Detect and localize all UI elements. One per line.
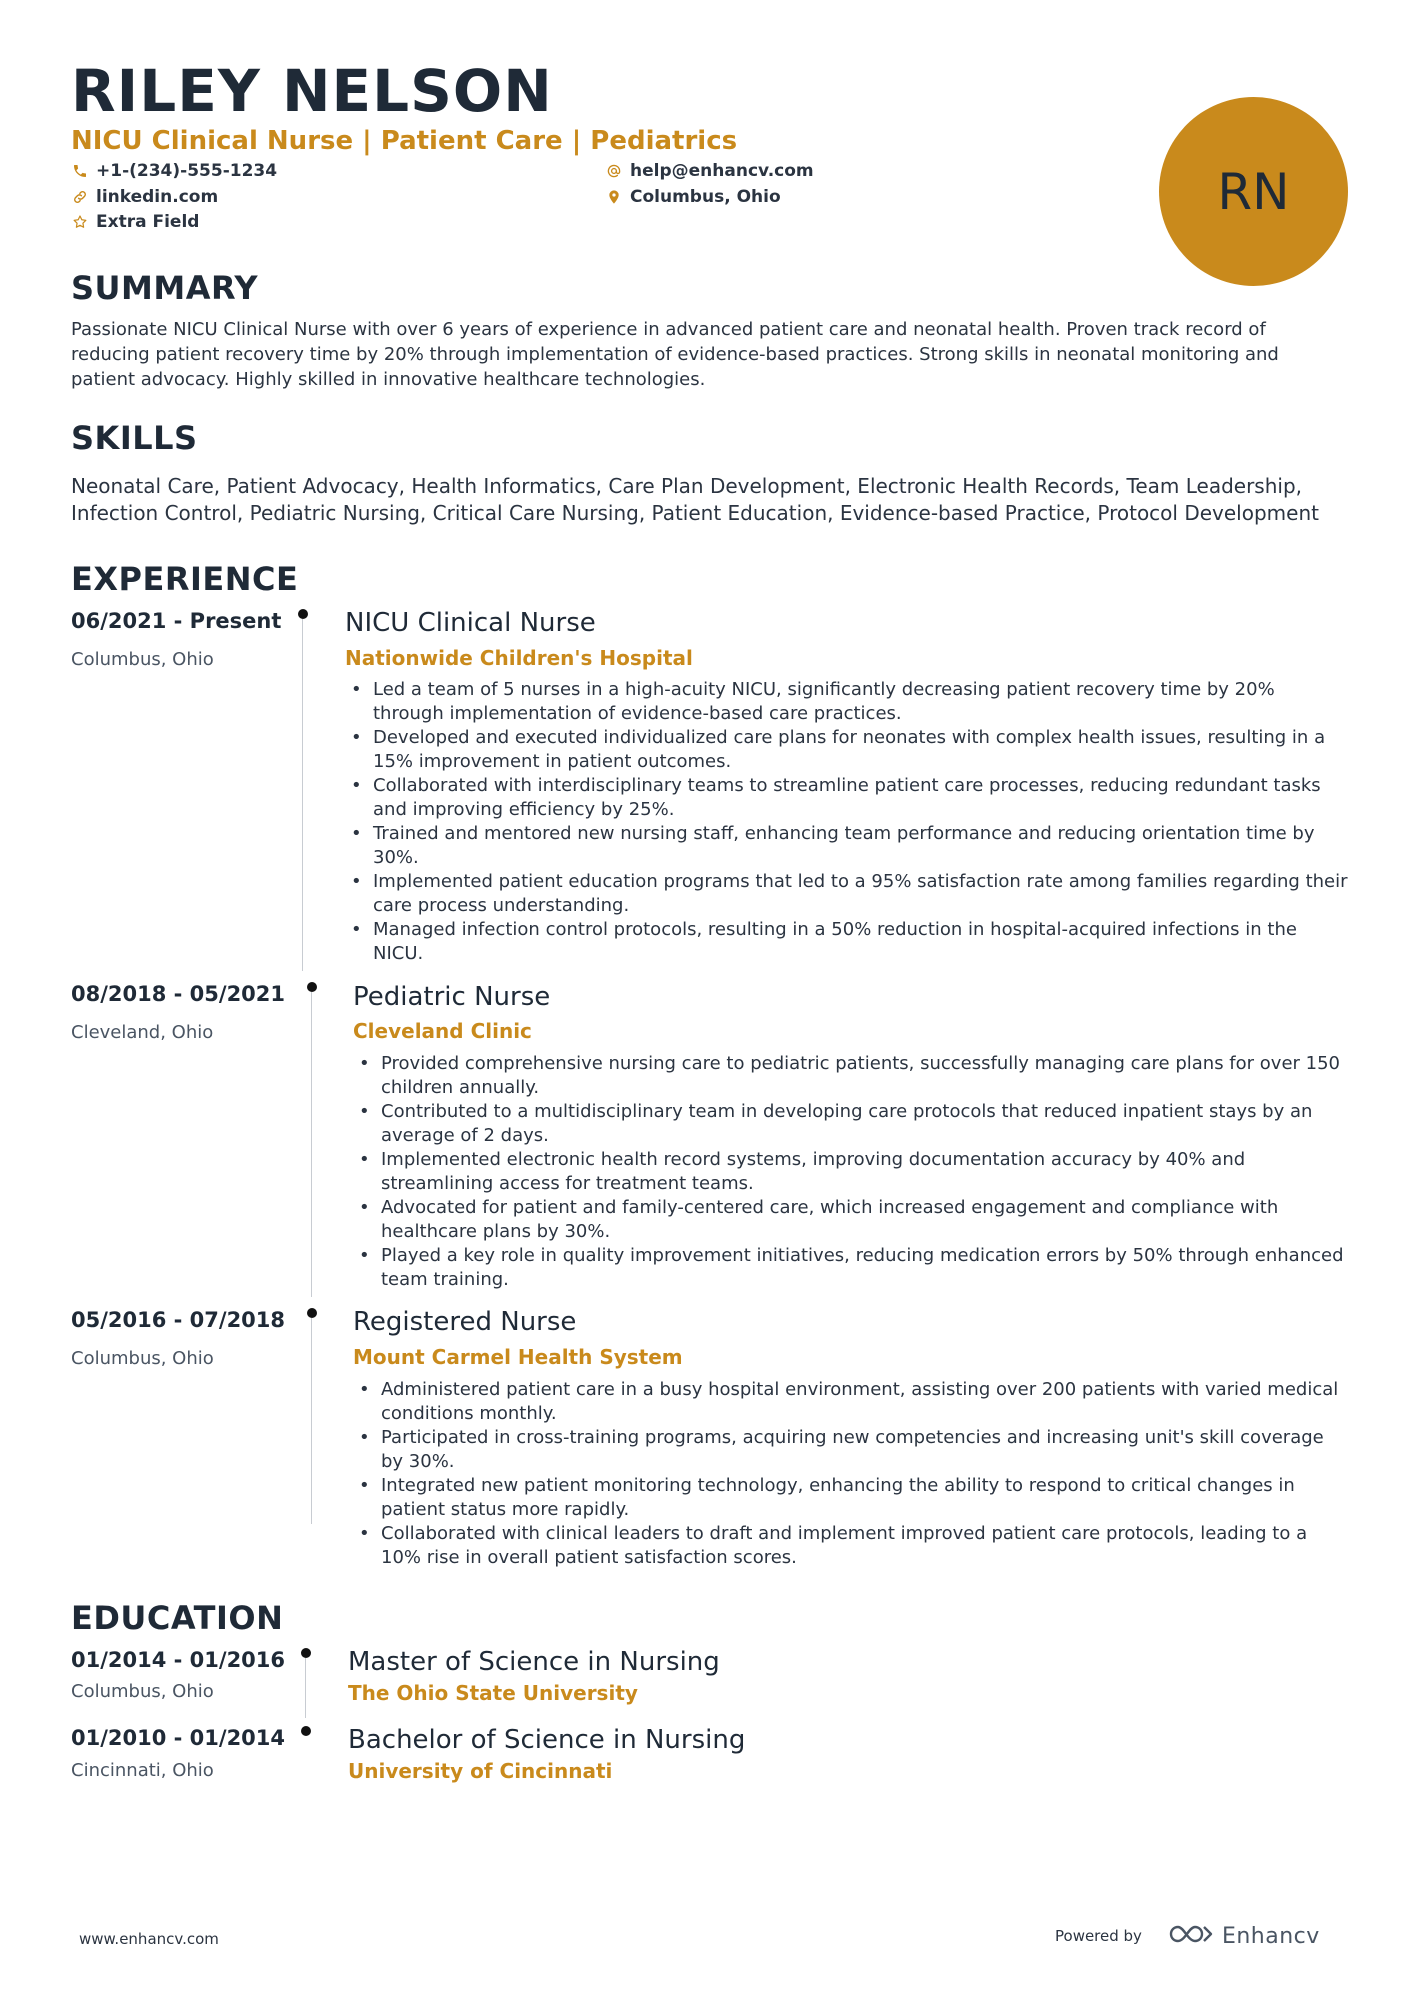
list-item: • Played a key role in quality improvement initiatives, reducing medication errors by 50% through enhanced team training. [353, 1244, 1350, 1292]
edu-location: Columbus, Ohio [71, 1681, 214, 1702]
job-dates: 06/2021 - Present [71, 609, 282, 633]
email-text: help@enhancv.com [630, 161, 814, 181]
avatar [1159, 97, 1348, 286]
job-org: Nationwide Children's Hospital [345, 646, 693, 670]
job-location: Columbus, Ohio [71, 1348, 214, 1369]
edu-school: The Ohio State University [348, 1681, 638, 1705]
timeline-dot [301, 1726, 311, 1736]
job-role: NICU Clinical Nurse [345, 608, 596, 638]
list-item: • Implemented patient education programs that led to a 95% satisfaction rate among families regarding their care process understanding. [345, 870, 1350, 918]
headline: NICU Clinical Nurse | Patient Care | Pediatrics [71, 126, 738, 156]
timeline-line [311, 1318, 312, 1524]
list-item: • Implemented electronic health record systems, improving documentation accuracy by 40% and streamlining access for treatment teams. [353, 1148, 1350, 1196]
contact-phone[interactable] [71, 159, 277, 183]
edu-dates: 01/2014 - 01/2016 [71, 1648, 286, 1672]
brand-name: Enhancv [1221, 1923, 1320, 1949]
candidate-name: RILEY NELSON [71, 57, 553, 125]
list-item: • Collaborated with interdisciplinary teams to streamline patient care processes, reducing redundant tasks and improving efficiency by 25%. [345, 774, 1350, 822]
phone-text: +1-(234)-555-1234 [96, 161, 278, 181]
job-org: Mount Carmel Health System [353, 1345, 683, 1369]
contact-extra [71, 210, 199, 234]
timeline-dot [307, 982, 317, 992]
contact-linkedin[interactable] [71, 185, 218, 209]
list-item: • Developed and executed individualized care plans for neonates with complex health issues, resulting in a 15% improvement in patient outcomes. [345, 726, 1350, 774]
timeline-dot [307, 1308, 317, 1318]
extra-text: Extra Field [96, 212, 200, 232]
location-pin-icon [605, 188, 623, 206]
linkedin-text: linkedin.com [96, 187, 219, 207]
job-bullets [353, 1052, 1350, 1292]
timeline-line [311, 992, 312, 1297]
list-item: • Contributed to a multidisciplinary team in developing care protocols that reduced inpatient stays by an average of 2 days. [353, 1100, 1350, 1148]
job-role: Pediatric Nurse [353, 982, 551, 1012]
edu-dates: 01/2010 - 01/2014 [71, 1726, 286, 1750]
list-item: • Led a team of 5 nurses in a high-acuity NICU, significantly decreasing patient recovery time by 20% through implementation of evidence-based care practices. [345, 678, 1350, 726]
experience-title: EXPERIENCE [71, 560, 299, 598]
location-text: Columbus, Ohio [630, 187, 781, 207]
timeline-dot [298, 609, 308, 619]
timeline-dot [301, 1648, 311, 1658]
list-item: • Collaborated with clinical leaders to draft and implement improved patient care protocols, leading to a 10% rise in overall patient satisfaction scores. [353, 1522, 1350, 1570]
at-icon [605, 162, 623, 180]
list-item: • Advocated for patient and family-centered care, which increased engagement and compliance with healthcare plans by 30%. [353, 1196, 1350, 1244]
contact-email[interactable] [605, 159, 814, 183]
job-role: Registered Nurse [353, 1307, 577, 1337]
list-item: • Provided comprehensive nursing care to pediatric patients, successfully managing care plans for over 150 children annually. [353, 1052, 1350, 1100]
phone-icon [71, 162, 89, 180]
list-item: • Managed infection control protocols, resulting in a 50% reduction in hospital-acquired infections in the NICU. [345, 918, 1350, 966]
list-item: • Trained and mentored new nursing staff, enhancing team performance and reducing orientation time by 30%. [345, 822, 1350, 870]
link-icon [71, 188, 89, 206]
job-dates: 05/2016 - 07/2018 [71, 1308, 286, 1332]
list-item: • Integrated new patient monitoring technology, enhancing the ability to respond to critical changes in patient status more rapidly. [353, 1474, 1350, 1522]
powered-by-label: Powered by [1055, 1927, 1142, 1945]
enhancv-logo-icon [1168, 1922, 1214, 1950]
job-bullets [353, 1378, 1350, 1570]
list-item: • Participated in cross-training programs, acquiring new competencies and increasing unit's skill coverage by 30%. [353, 1426, 1350, 1474]
contact-location [605, 185, 781, 209]
edu-degree: Bachelor of Science in Nursing [348, 1725, 746, 1755]
job-location: Columbus, Ohio [71, 649, 214, 670]
skills-title: SKILLS [71, 419, 198, 457]
summary-title: SUMMARY [71, 269, 259, 307]
summary-text: Passionate NICU Clinical Nurse with over 6 years of experience in advanced patient care and neonatal health. Proven track record of reducing patient recovery time by 20% through implementation of evidence-based practices. Strong skills in neonatal monitoring and patient advocacy. Highly skilled in innovative healthcare technologies. [71, 319, 1279, 390]
footer-branding[interactable] [1055, 1922, 1320, 1950]
timeline-line [302, 619, 303, 971]
job-org: Cleveland Clinic [353, 1019, 532, 1043]
edu-school: University of Cincinnati [348, 1759, 613, 1783]
timeline-line [305, 1658, 306, 1718]
edu-location: Cincinnati, Ohio [71, 1760, 214, 1781]
job-dates: 08/2018 - 05/2021 [71, 982, 286, 1006]
job-location: Cleveland, Ohio [71, 1022, 214, 1043]
job-bullets [345, 678, 1350, 966]
star-icon [71, 213, 89, 231]
footer-website[interactable]: www.enhancv.com [79, 1930, 219, 1948]
education-title: EDUCATION [71, 1599, 284, 1637]
edu-degree: Master of Science in Nursing [348, 1647, 720, 1677]
avatar-initials: RN [1217, 162, 1290, 221]
skills-text: Neonatal Care, Patient Advocacy, Health Informatics, Care Plan Development, Electronic Health Records, Team Leadership, Infection Control, Pediatric Nursing, Critical Care Nursing, Patient Education, Evidence-based Practice, Protocol Development [71, 474, 1319, 525]
list-item: • Administered patient care in a busy hospital environment, assisting over 200 patients with varied medical conditions monthly. [353, 1378, 1350, 1426]
